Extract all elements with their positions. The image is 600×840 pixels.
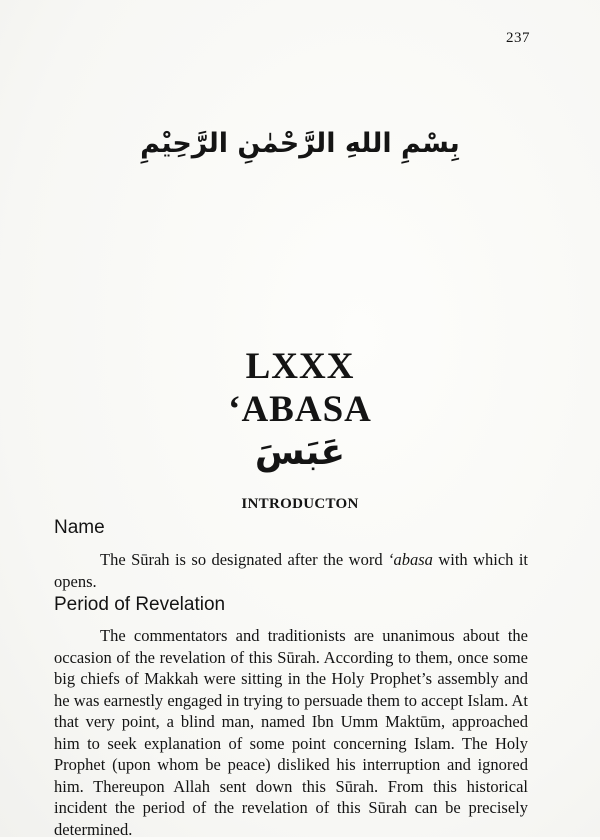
surah-title: ‘ABASA	[228, 389, 372, 430]
surah-number: LXXX	[245, 346, 355, 387]
surah-arabic-title: عَبَسَ	[254, 432, 346, 473]
name-paragraph	[54, 549, 528, 592]
page-number: 237	[506, 30, 530, 46]
introduction-heading: INTRODUCTON	[241, 496, 359, 512]
name-section-heading: Name	[54, 517, 105, 538]
name-text-after: with which it opens.	[54, 550, 528, 591]
bismillah-calligraphy: بِسْمِ اللهِ الرَّحْمٰنِ الرَّحِيْمِ	[140, 128, 460, 159]
period-paragraph: The commentators and traditionists are unanimous about the occasion of the revelation of this Sūrah. According to them, once some big chiefs of Makkah were sitting in the Holy Prophet’s assembly and he was earnestly engaged in trying to persuade them to accept Islam. At that very point, a blind man, named Ibn Umm Maktūm, approached him to seek explanation of some point concerning Islam. The Holy Prophet (upon whom be peace) disliked his interruption and ignored him. Thereupon Allah sent down this Sūrah. From this historical incident the period of the revelation of this Sūrah can be precisely determined.	[54, 626, 528, 839]
name-emphasis: ‘abasa	[388, 550, 433, 569]
name-text-before: The Sūrah is so designated after the word	[100, 550, 388, 569]
period-section-heading: Period of Revelation	[54, 594, 226, 615]
